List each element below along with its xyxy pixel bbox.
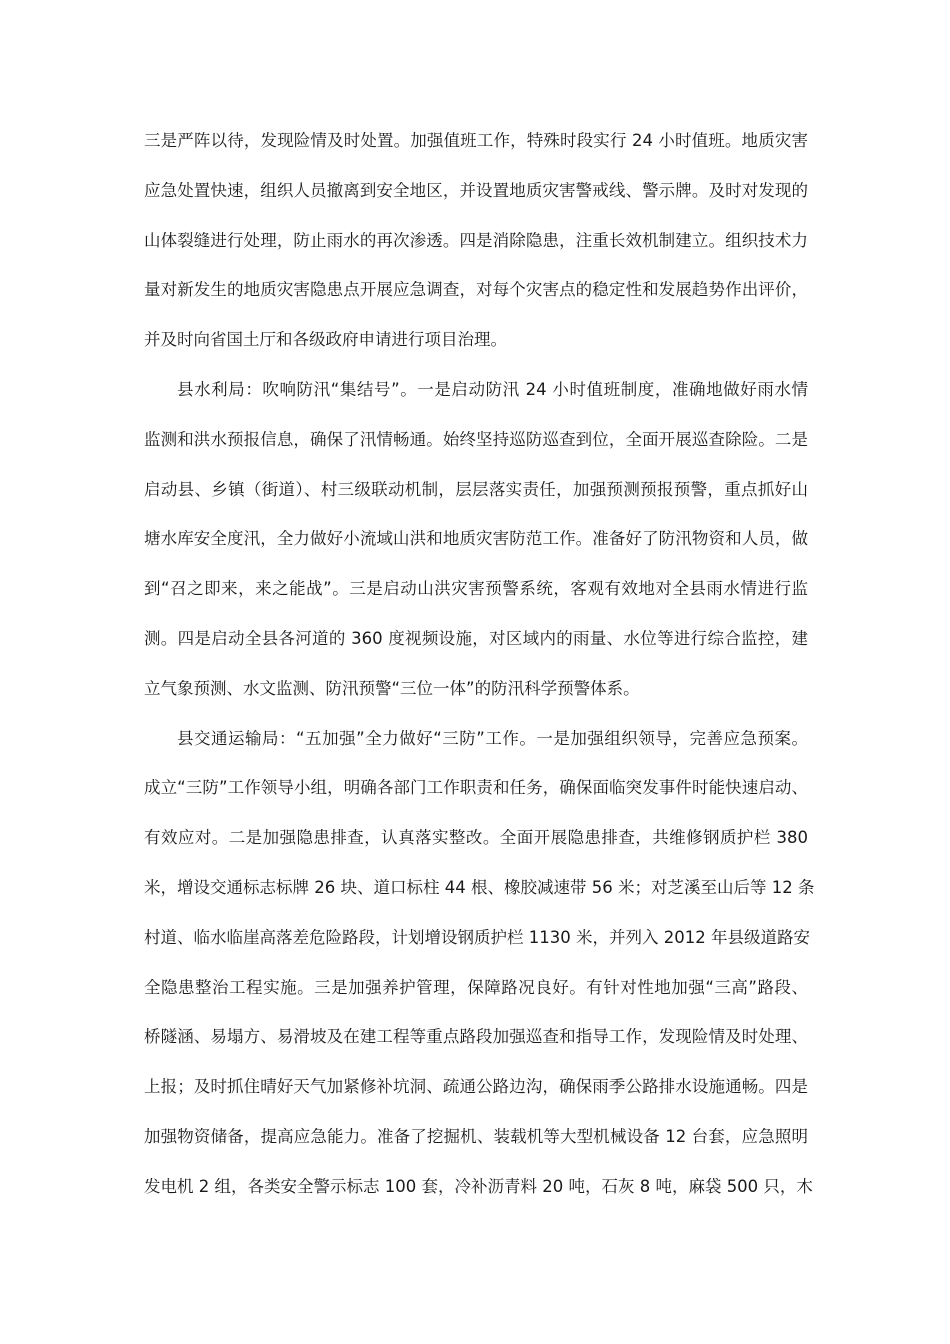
text-line: 测。四是启动全县各河道的 360 度视频设施，对区域内的雨量、水位等进行综合监控，建 <box>144 628 808 648</box>
text-line: 监测和洪水预报信息，确保了汛情畅通。始终坚持巡防巡查到位，全面开展巡查除险。二是 <box>144 429 808 449</box>
document-body <box>144 116 815 1212</box>
text-line: 村道、临水临崖高落差危险路段，计划增设钢质护栏 1130 米，并列入 2012 年县级道路安 <box>144 927 810 947</box>
text-line: 米，增设交通标志标牌 26 块、道口标柱 44 根、橡胶减速带 56 米；对芝溪至山后等 12 条 <box>144 877 815 897</box>
text-line: 发电机 2 组，各类安全警示标志 100 套，冷补沥青料 20 吨，石灰 8 吨，麻袋 500 只，木 <box>144 1176 813 1196</box>
text-line: 加强物资储备，提高应急能力。准备了挖掘机、装载机等大型机械设备 12 台套，应急照明 <box>144 1126 808 1146</box>
text-line: 全隐患整治工程实施。三是加强养护管理，保障路况良好。有针对性地加强“三高”路段、 <box>144 977 808 997</box>
text-line: 县交通运输局：“五加强”全力做好“三防”工作。一是加强组织领导，完善应急预案。 <box>177 728 808 748</box>
paragraph-water-bureau <box>144 365 808 714</box>
text-line: 量对新发生的地质灾害隐患点开展应急调查，对每个灾害点的稳定性和发展趋势作出评价， <box>144 280 808 300</box>
text-line: 立气象预测、水文监测、防汛预警“三位一体”的防汛科学预警体系。 <box>144 678 640 698</box>
text-line: 成立“三防”工作领导小组，明确各部门工作职责和任务，确保面临突发事件时能快速启动、 <box>144 778 808 798</box>
text-line: 有效应对。二是加强隐患排查，认真落实整改。全面开展隐患排查，共维修钢质护栏 380 <box>144 828 808 848</box>
paragraph-transport-bureau <box>144 714 815 1212</box>
text-line: 三是严阵以待，发现险情及时处置。加强值班工作，特殊时段实行 24 小时值班。地质灾害 <box>144 131 808 150</box>
text-line: 塘水库安全度汛，全力做好小流域山洪和地质灾害防范工作。准备好了防汛物资和人员，做 <box>144 529 808 549</box>
text-line: 县水利局：吹响防汛“集结号”。一是启动防汛 24 小时值班制度，准确地做好雨水情 <box>177 379 808 399</box>
text-line: 上报；及时抓住晴好天气加紧修补坑洞、疏通公路边沟，确保雨季公路排水设施通畅。四是 <box>144 1077 808 1097</box>
text-line: 山体裂缝进行处理，防止雨水的再次渗透。四是消除隐患，注重长效机制建立。组织技术力 <box>144 230 808 250</box>
text-line: 启动县、乡镇（街道）、村三级联动机制，层层落实责任，加强预测预报预警，重点抓好山 <box>144 479 808 499</box>
paragraph-land-resources-continued <box>144 116 808 365</box>
text-line: 到“召之即来，来之能战”。三是启动山洪灾害预警系统，客观有效地对全县雨水情进行监 <box>144 579 808 599</box>
text-line: 并及时向省国土厅和各级政府申请进行项目治理。 <box>144 330 507 350</box>
text-line: 桥隧涵、易塌方、易滑坡及在建工程等重点路段加强巡查和指导工作，发现险情及时处理、 <box>144 1027 808 1047</box>
text-line: 应急处置快速，组织人员撤离到安全地区，并设置地质灾害警戒线、警示牌。及时对发现的 <box>144 180 808 200</box>
